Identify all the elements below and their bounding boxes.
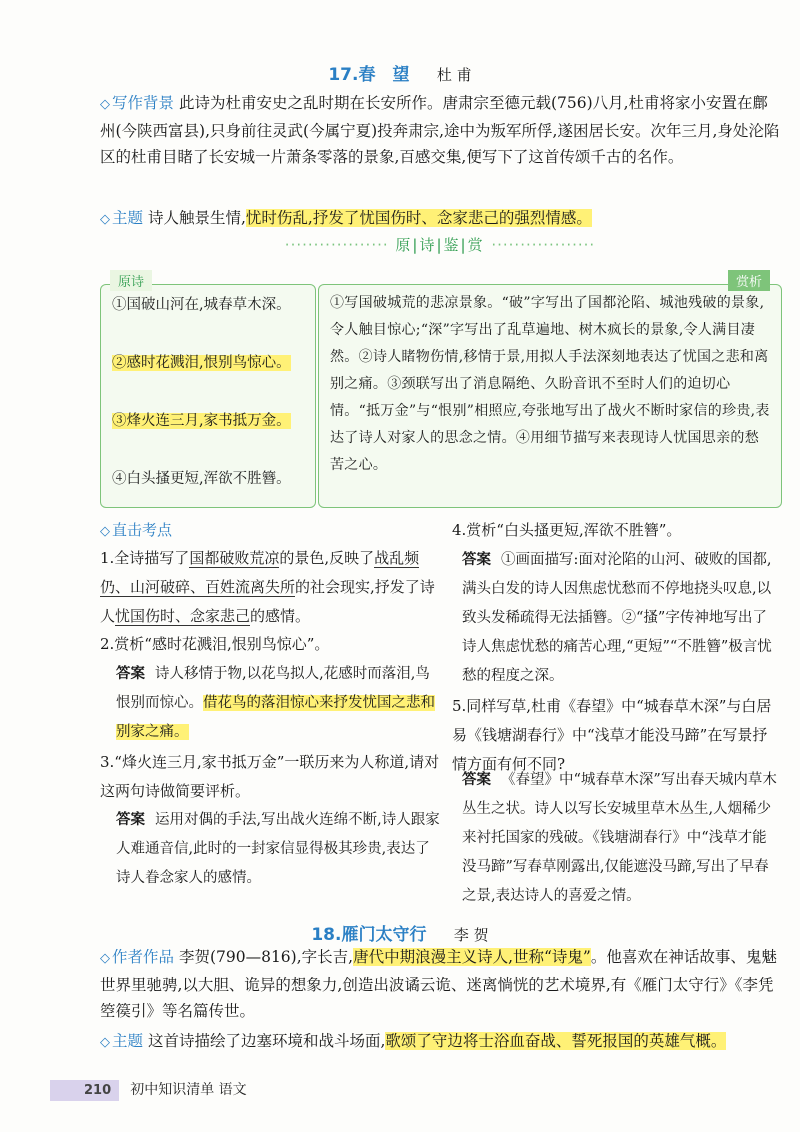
author-section — [100, 944, 780, 1024]
page-number: 210 — [50, 1080, 119, 1101]
section-divider: ·················· 原|诗|鉴|赏 ·················· — [284, 236, 596, 254]
theme-section — [100, 205, 780, 233]
exam-points-header — [100, 516, 440, 546]
exam-tag — [100, 521, 172, 539]
answer-4 — [462, 546, 780, 691]
question-2: 2.赏析“感时花溅泪,恨别鸟惊心”。 — [100, 635, 330, 653]
answer-2-highlight: 借花鸟的落泪惊心来抒发忧国之悲和别家之痛。 — [116, 695, 435, 740]
background-text: 此诗为杜甫安史之乱时期在长安所作。唐肃宗至德元载(756)八月,杜甫将家小安置在鄜州(今陕西富县),只身前往灵武(今属宁夏)投奔肃宗,途中为叛军所俘,遂困居长安。次年三月,身处沦陷区的杜甫目睹了长安城一片萧条零落的景象,百感交集,便写下了这首传颂千古的名作。 — [100, 94, 780, 166]
question-5: 5.同样写草,杜甫《春望》中“城春草木深”与白居易《钱塘湖春行》中“浅草才能没马蹄”在写景抒情方面有何不同? — [452, 697, 772, 773]
q1-text-d: 的感情。 — [250, 607, 311, 625]
section-title: 原|诗|鉴|赏 — [395, 236, 485, 254]
answer-5 — [462, 766, 780, 911]
poem-line-1: ①国破山河在,城春草木深。 — [112, 297, 291, 313]
exam-tag-label: 直击考点 — [112, 521, 173, 539]
theme-18-tag — [100, 1032, 143, 1050]
theme-highlight: 忧时伤乱,抒发了忧国伤时、念家悲己的强烈情感。 — [245, 209, 592, 227]
diamond-icon: ◇ — [100, 1035, 110, 1050]
author-tag-label: 作者作品 — [112, 948, 175, 966]
answer-3-text: 运用对偶的手法,写出战火连绵不断,诗人跟家人难通音信,此时的一封家信显得极其珍贵,表达了诗人眷念家人的感情。 — [116, 812, 440, 886]
theme-18-tag-label: 主题 — [112, 1032, 144, 1050]
question-3: 3.“烽火连三月,家书抵万金”一联历来为人称道,请对这两句诗做简要评析。 — [100, 753, 440, 800]
analysis-label: 赏析 — [728, 270, 770, 291]
author-highlight: 唐代中期浪漫主义诗人,世称“诗鬼” — [353, 948, 591, 966]
background-tag-label: 写作背景 — [112, 94, 175, 112]
analysis-text: ①写国破城荒的悲凉景象。“破”字写出了国都沦陷、城池残破的景象,令人触目惊心;“深”字写出了乱草遍地、树木疯长的景象,令人满目凄然。②诗人睹物伤情,移情于景,用拟人手法深刻地表达了忧国之悲和离别之痛。③颈联写出了消息隔绝、久盼音讯不至时人们的迫切心情。“抵万金”与“恨别”相照应,夸张地写出了战火不断时家信的珍贵,表达了诗人对家人的思念之情。④用细节描写来表现诗人忧国思亲的愁苦之心。 — [330, 295, 770, 473]
diamond-icon: ◇ — [100, 524, 110, 539]
theme-text: 诗人触景生情, — [147, 209, 246, 227]
poem-17-title-text: 17.春 望 — [328, 65, 410, 85]
page-footer — [50, 1079, 310, 1105]
theme-tag — [100, 209, 143, 227]
q1-text-b: 的景色,反映了 — [279, 549, 375, 567]
theme-18-section — [100, 1028, 780, 1056]
question-4: 4.赏析“白头搔更短,浑欲不胜簪”。 — [452, 521, 682, 539]
q1-underline-3: 忧国伤时、念家悲己 — [115, 607, 251, 625]
background-tag — [100, 94, 174, 112]
poem-17-title — [0, 60, 800, 85]
poem-line-4: ④白头搔更短,浑欲不胜簪。 — [112, 471, 291, 487]
author-text-1: 李贺(790—816),字长吉, — [178, 948, 354, 966]
answer-3 — [116, 806, 440, 893]
diamond-icon: ◇ — [100, 951, 110, 966]
poem-18-author: 李 贺 — [453, 926, 489, 944]
poem-line-2 — [112, 352, 308, 374]
diamond-icon: ◇ — [100, 212, 110, 227]
q1-text-c: 的社会现实,抒发了诗人 — [100, 578, 435, 625]
diamond-icon: ◇ — [100, 97, 110, 112]
theme-18-highlight: 歌颂了守边将士浴血奋战、誓死报国的英雄气概。 — [385, 1032, 727, 1050]
answer-4-text: ①画面描写:面对沦陷的山河、破败的国都,满头白发的诗人因焦虑忧愁而不停地挠头叹息,以致头发稀疏得无法插簪。②“搔”字传神地写出了诗人焦虑忧愁的痛苦心理,“更短”“不胜簪”极言忧愁的程度之深。 — [462, 552, 772, 684]
answer-label: 答案 — [462, 772, 491, 788]
book-title: 初中知识清单 语文 — [130, 1082, 247, 1098]
answer-label: 答案 — [462, 552, 491, 568]
poem-line-3-text: ③烽火连三月,家书抵万金。 — [112, 413, 291, 429]
author-text-2: 。他喜欢在神话故事、鬼魅世界里驰骋,以大胆、诡异的想象力,创造出波谲云诡、迷离惝恍的艺术境界,有《雁门太守行》《李凭箜篌引》等名篇传世。 — [100, 948, 777, 1020]
poem-line-2-text: ②感时花溅泪,恨别鸟惊心。 — [112, 355, 291, 371]
original-label: 原诗 — [110, 270, 152, 291]
poem-line-3 — [112, 410, 308, 432]
answer-label: 答案 — [116, 812, 145, 828]
q1-underline-2: 战乱频仍、山河破碎、百姓流离失所 — [100, 549, 420, 596]
theme-tag-label: 主题 — [112, 209, 144, 227]
author-tag — [100, 948, 174, 966]
poem-18-title-text: 18.雁门太守行 — [311, 925, 427, 945]
background-section — [100, 90, 780, 170]
poem-17-author: 杜 甫 — [436, 66, 472, 84]
question-1 — [100, 544, 440, 631]
answer-2 — [116, 660, 440, 747]
answer-5-text: 《春望》中“城春草木深”写出春天城内草木丛生之状。诗人以写长安城里草木丛生,人烟稀少来衬托国家的残破。《钱塘湖春行》中“浅草才能没马蹄”写春草刚露出,仅能遮没马蹄,写出了早春之景,表达诗人的喜爱之情。 — [462, 772, 777, 904]
poem-18-title — [0, 920, 800, 945]
answer-2-text: 诗人移情于物,以花鸟拟人,花感时而落泪,鸟恨别而惊心。 — [116, 666, 430, 711]
theme-18-text: 这首诗描绘了边塞环境和战斗场面, — [147, 1032, 386, 1050]
q1-underline-1: 国都破败荒凉 — [189, 549, 280, 567]
answer-label: 答案 — [116, 666, 145, 682]
q1-text-a: 1.全诗描写了 — [100, 549, 190, 567]
